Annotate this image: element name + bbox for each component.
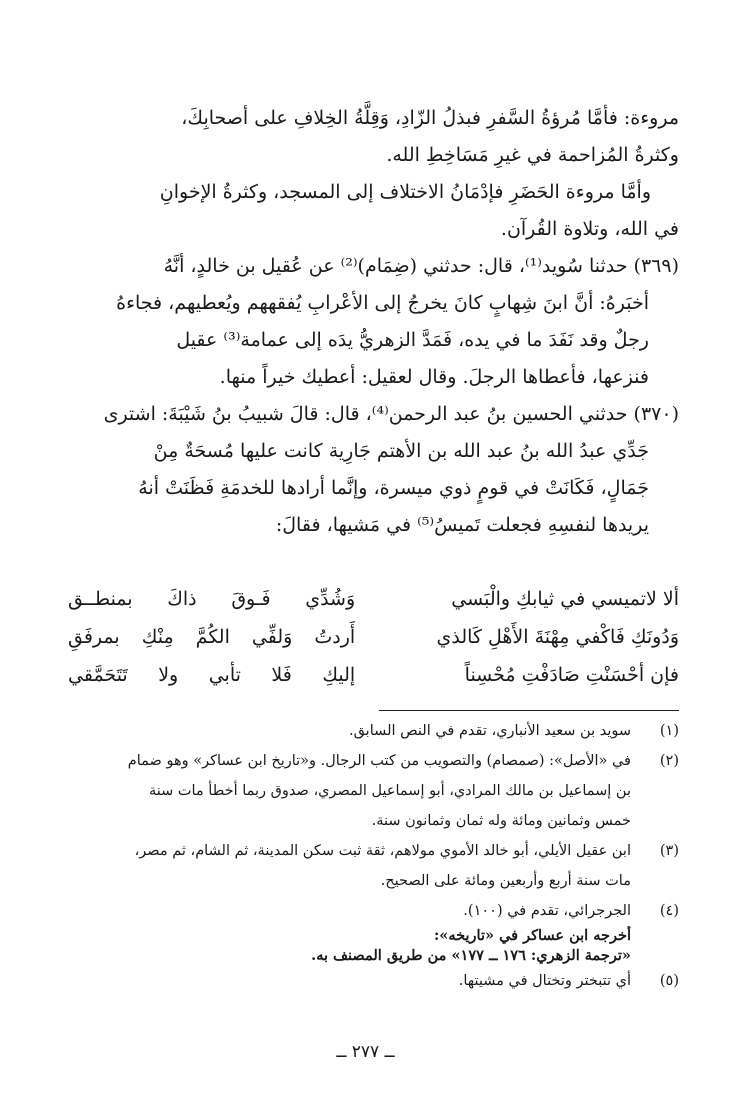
footnote-line: خمس وثمانين ومائة وله ثمان وثمانون سنة. xyxy=(371,813,631,829)
page-number: ــ ٢٧٧ ــ xyxy=(336,1042,395,1062)
hadith-number: (٣٧٠) xyxy=(633,403,679,425)
footnote-line: بن إسماعيل بن مالك المرادي، أبو إسماعيل المصري، صدوق ربما أخطأ مات سنة xyxy=(148,783,631,799)
footnote-number: (٢) xyxy=(659,753,679,769)
text-line: مروءة: فأمَّا مُرؤةُ السَّفرِ فبذلُ الزّادِ، وَقِلَّةُ الخِلافِ على أصحابِكَ، xyxy=(181,107,679,129)
hadith-370 xyxy=(68,396,679,544)
text-line: في الله، وتلاوة القُرآن. xyxy=(500,218,679,240)
footnote-number: (١) xyxy=(659,723,679,739)
poem xyxy=(68,580,679,694)
poem-second-hemistich: وَشُدِّي فَـوقَ ذاكَ بمنطــق xyxy=(68,588,356,610)
footnote xyxy=(52,716,679,746)
poem-verse xyxy=(68,618,679,656)
text-line: يريدها لنفسِهِ فجعلت تَميسُ⁽⁵⁾ في مَشيها، فقالَ: xyxy=(275,514,649,536)
footnote-line: الجرجرائي، تقدم في (١٠٠). xyxy=(463,903,631,919)
paragraph-muruah-residence-cont xyxy=(68,211,679,248)
footnote-line: في «الأصل»: (صمصام) والتصويب من كتب الرجال. و«تاريخ ابن عساكر» وهو ضمام xyxy=(127,753,631,769)
poem-verse xyxy=(68,656,679,694)
footnotes xyxy=(52,716,679,996)
text-line: فنزعها، فأعطاها الرجلَ. وقال لعقيل: أعطيك خيراً منها. xyxy=(219,366,649,388)
footnote xyxy=(52,746,679,836)
footnote-line: أخرجه ابن عساكر في «تاريخه»: xyxy=(433,927,631,944)
footnote-text xyxy=(52,716,631,746)
hadith-text: حدثنا سُويد⁽¹⁾، قال: حدثني (ضِمَام)⁽²⁾ عن عُقيل بن خالدٍ، أنَّهُ xyxy=(163,255,628,277)
footnote-number: (٤) xyxy=(659,903,679,919)
hadith-first-line xyxy=(68,396,679,433)
poem-second-hemistich: إليكِ فَلا تأبي ولا تَتَحَمَّقي xyxy=(68,664,356,686)
poem-second-hemistich: أَردتُ وَلفِّي الكُمَّ مِنْكِ بمرفَقِ xyxy=(68,626,356,648)
hadith-first-line xyxy=(68,248,679,285)
poem-first-hemistich: وَدُونَكِ فَاكْفي مِهْنَةَ الأَهْلِ كَالذي xyxy=(436,626,679,648)
paragraph-muruah-residence xyxy=(68,174,679,211)
text-line: رجلٌ وقد نَفَدَ ما في يده، فَمَدَّ الزهريُّ يدَه إلى عمامة⁽³⁾ عقيل xyxy=(176,329,649,351)
poem-first-hemistich: ألا لاتميسي في ثيابكِ والْبَسي xyxy=(451,588,679,610)
text-line: جَدِّي عبدُ الله بنُ عبد الله بن الأهتم جَارِية كانت عليها مُسحَةٌ مِنْ xyxy=(153,440,649,462)
footnote-line: أي تتبختر وتختال في مشيتها. xyxy=(458,973,631,989)
text-line: جَمَالٍ، فَكَانَتْ في قومٍ ذوي ميسرة، وإنَّما أرادها للخدمَةِ فَظَنَتْ أنهُ xyxy=(138,477,649,499)
footnote-number: (٣) xyxy=(659,843,679,859)
text-line: أخبَرهُ: أنَّ ابنَ شِهابٍ كانَ يخرجُ إلى الأعْرابِ يُفقههم ويُعطيهم، فجاءهُ xyxy=(116,292,649,314)
hadith-number: (٣٦٩) xyxy=(633,255,679,277)
footnote-separator xyxy=(379,710,679,711)
text-line: وكثرةُ المُزاحمة في غيرِ مَسَاخِطِ الله. xyxy=(386,144,679,166)
poem-verse xyxy=(68,580,679,618)
hadith-369 xyxy=(68,248,679,396)
footnote-line: «ترجمة الزهري: ١٧٦ ــ ١٧٧» من طريق المصنف به. xyxy=(311,947,631,964)
main-text xyxy=(68,100,679,544)
footnote-text xyxy=(52,836,631,896)
footnote-line: سويد بن سعيد الأنباري، تقدم في النص السابق. xyxy=(348,723,631,739)
text-line: وأمَّا مروءة الحَضَرِ فإدْمَانُ الاختلاف إلى المسجد، وكثرةُ الإخوانِ xyxy=(159,181,651,203)
footnote xyxy=(52,966,679,996)
footnote-line: مات سنة أربع وأربعين ومائة على الصحيح. xyxy=(380,873,631,889)
footnote-text xyxy=(52,746,631,836)
footnote-text xyxy=(52,966,631,996)
hadith-text: حدثني الحسين بنُ عبد الرحمن⁽⁴⁾، قال: قالَ شبيبُ بنُ شَيْبَةَ: اشترى xyxy=(103,403,628,425)
footnote-source xyxy=(52,926,631,966)
footnote xyxy=(52,836,679,896)
footnote-line: ابن عقيل الأيلي، أبو خالد الأموي مولاهم، ثقة ثبت سكن المدينة، ثم الشام، ثم مصر، xyxy=(134,843,631,859)
footnote xyxy=(52,896,679,966)
paragraph-muruah-travel xyxy=(68,100,679,174)
poem-first-hemistich: فإن أحْسَنْتِ صَادَفْتِ مُحْسِناً xyxy=(464,664,679,686)
footnote-text xyxy=(52,896,631,966)
footnote-number: (٥) xyxy=(659,973,679,989)
